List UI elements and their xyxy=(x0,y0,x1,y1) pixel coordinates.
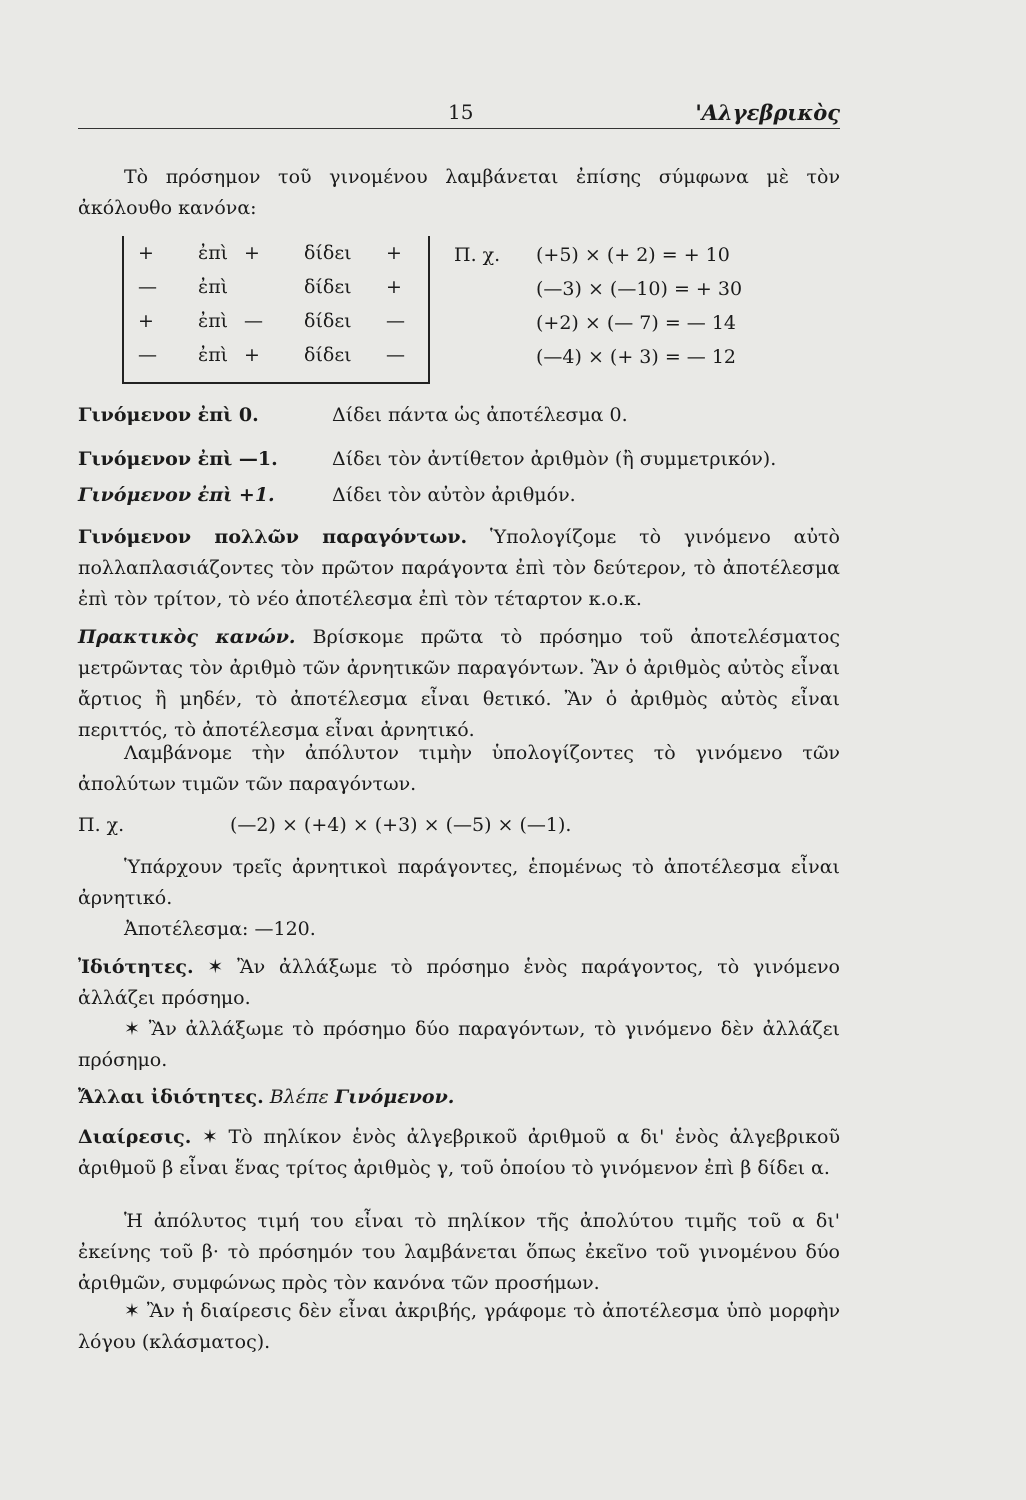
special-label: Γινόμενον ἐπὶ 0. xyxy=(78,404,259,426)
practical-rule-paragraph xyxy=(78,622,840,746)
example-row xyxy=(454,312,814,346)
page-number: 15 xyxy=(448,100,474,124)
example-equation: (—4) × (+ 3) = — 12 xyxy=(536,346,737,368)
special-text: Δίδει τὸν ἀντίθετον ἀριθμὸν (ἢ συμμετρικόν). xyxy=(332,448,777,470)
sign-gives: δίδει xyxy=(304,242,352,264)
special-label: Γινόμενον ἐπὶ —1. xyxy=(78,448,278,470)
example-row xyxy=(454,278,814,312)
sign-op: ἐπὶ xyxy=(198,242,229,264)
sign-gives: δίδει xyxy=(304,344,352,366)
see-target: Γινόμενον. xyxy=(334,1086,455,1108)
sign-result: — xyxy=(386,310,405,332)
sign-b: — xyxy=(244,310,263,332)
many-factors-label: Γινόμενον πολλῶν παραγόντων. xyxy=(78,526,468,548)
division-paragraph xyxy=(78,1122,840,1184)
intro-paragraph: Τὸ πρόσημον τοῦ γινομένου λαμβάνεται ἐπίσης σύμφωνα μὲ τὸν ἀκόλουθο κανόνα: xyxy=(78,166,840,219)
division-inexact-paragraph: ✶ Ἂν ἡ διαίρεσις δὲν εἶναι ἀκριβής, γράφομε τὸ ἀποτέλεσμα ὑπὸ μορφὴν λόγου (κλάσματος). xyxy=(78,1300,840,1353)
sign-result: + xyxy=(386,242,402,264)
sign-result: — xyxy=(386,344,405,366)
practical-rule-text: Βρίσκομε πρῶτα τὸ πρόσημο τοῦ ἀποτελέσματος μετρῶντας τὸν ἀριθμὸ τῶν ἀρνητικῶν παραγόντων. Ἂν ὁ ἀριθμὸς αὐτὸς εἶναι ἄρτιος ἢ μηδέν, τὸ ἀποτέλεσμα εἶναι θετικό. Ἂν ὁ ἀριθμὸς αὐτὸς εἶναι περιττός, τὸ ἀποτέλεσμα εἶναι ἀρνητικό. xyxy=(78,626,841,741)
special-label: Γινόμενον ἐπὶ +1. xyxy=(78,484,275,506)
example-equation: (+5) × (+ 2) = + 10 xyxy=(536,244,730,266)
division-label: Διαίρεσις. xyxy=(78,1126,192,1148)
sign-op: ἐπὶ xyxy=(198,344,229,366)
properties-paragraph xyxy=(78,952,840,1014)
sign-rule-row xyxy=(124,242,428,276)
sign-result: + xyxy=(386,276,402,298)
sign-rule-row xyxy=(124,276,428,310)
sign-rule-row xyxy=(124,344,428,378)
sign-a: + xyxy=(138,242,154,264)
sign-b: + xyxy=(244,344,260,366)
other-properties-line xyxy=(78,1082,840,1113)
properties-label: Ἰδιότητες. xyxy=(78,956,194,978)
sign-rule-table xyxy=(122,236,430,384)
sign-a: — xyxy=(138,276,157,298)
example-expression: (—2) × (+4) × (+3) × (—5) × (—1). xyxy=(230,814,572,836)
special-text: Δίδει πάντα ὡς ἀποτέλεσμα 0. xyxy=(332,404,628,426)
sign-a: + xyxy=(138,310,154,332)
division-abs-paragraph: Ἡ ἀπόλυτος τιμή του εἶναι τὸ πηλίκον τῆς ἀπολύτου τιμῆς τοῦ α δι' ἐκείνης τοῦ β· τὸ πρόσημόν του λαμβάνεται ὅπως ἐκεῖνο τοῦ γινομένου δύο ἀριθμῶν, συμφώνως πρὸς τὸν κανόνα τῶν προσήμων. xyxy=(78,1210,840,1294)
property-1: ✶ Ἂν ἀλλάξωμε τὸ πρόσημο ἑνὸς παράγοντος, τὸ γινόμενο ἀλλάζει πρόσημο. xyxy=(78,956,840,1009)
division-text: ✶ Τὸ πηλίκον ἑνὸς ἀλγεβρικοῦ ἀριθμοῦ α δι' ἑνὸς ἀλγεβρικοῦ ἀριθμοῦ β εἶναι ἕνας τρίτος ἀριθμὸς γ, τοῦ ὁποίου τὸ γινόμενον ἐπὶ β δίδει α. xyxy=(78,1126,840,1179)
special-text: Δίδει τὸν αὐτὸν ἀριθμόν. xyxy=(332,484,576,506)
header-rule xyxy=(78,128,840,129)
sign-b: + xyxy=(244,242,260,264)
property-2: ✶ Ἂν ἀλλάξωμε τὸ πρόσημο δύο παραγόντων, τὸ γινόμενο δὲν ἀλλάζει πρόσημο. xyxy=(78,1018,840,1071)
sign-gives: δίδει xyxy=(304,276,352,298)
example-row xyxy=(454,244,814,278)
many-factors-paragraph xyxy=(78,522,840,615)
example-row xyxy=(454,346,814,380)
many-factors-text: Ὑπολογίζομε τὸ γινόμενο αὐτὸ πολλαπλασιάζοντες τὸν πρῶτον παράγοντα ἐπὶ τὸν δεύτερον, τὸ ἀποτέλεσμα ἐπὶ τὸν τρίτον, τὸ νέο ἀποτέλεσμα ἐπὶ τὸν τέταρτον κ.ο.κ. xyxy=(78,526,840,610)
sign-rule-row xyxy=(124,310,428,344)
negative-count-paragraph: Ὑπάρχουν τρεῖς ἀρνητικοὶ παράγοντες, ἑπομένως τὸ ἀποτέλεσμα εἶναι ἀρνητικό. xyxy=(78,856,840,909)
sign-op: ἐπὶ xyxy=(198,276,229,298)
sign-gives: δίδει xyxy=(304,310,352,332)
example-equation: (—3) × (—10) = + 30 xyxy=(536,278,743,300)
practical-rule-label: Πρακτικὸς κανών. xyxy=(78,626,296,648)
page-header xyxy=(78,100,840,128)
other-properties-label: Ἄλλαι ἰδιότητες. xyxy=(78,1086,264,1108)
example-label: Π. χ. xyxy=(78,814,125,836)
result-line: Ἀποτέλεσμα: —120. xyxy=(124,918,316,940)
example-label: Π. χ. xyxy=(454,244,501,266)
running-head: 'Αλγεβρικὸς xyxy=(695,100,840,125)
sign-op: ἐπὶ xyxy=(198,310,229,332)
see-word: Βλέπε xyxy=(269,1086,329,1108)
example-equation: (+2) × (— 7) = — 14 xyxy=(536,312,737,334)
sign-a: — xyxy=(138,344,157,366)
absolute-value-paragraph: Λαμβάνομε τὴν ἀπόλυτον τιμὴν ὑπολογίζοντες τὸ γινόμενο τῶν ἀπολύτων τιμῶν τῶν παραγόντων. xyxy=(78,742,840,795)
